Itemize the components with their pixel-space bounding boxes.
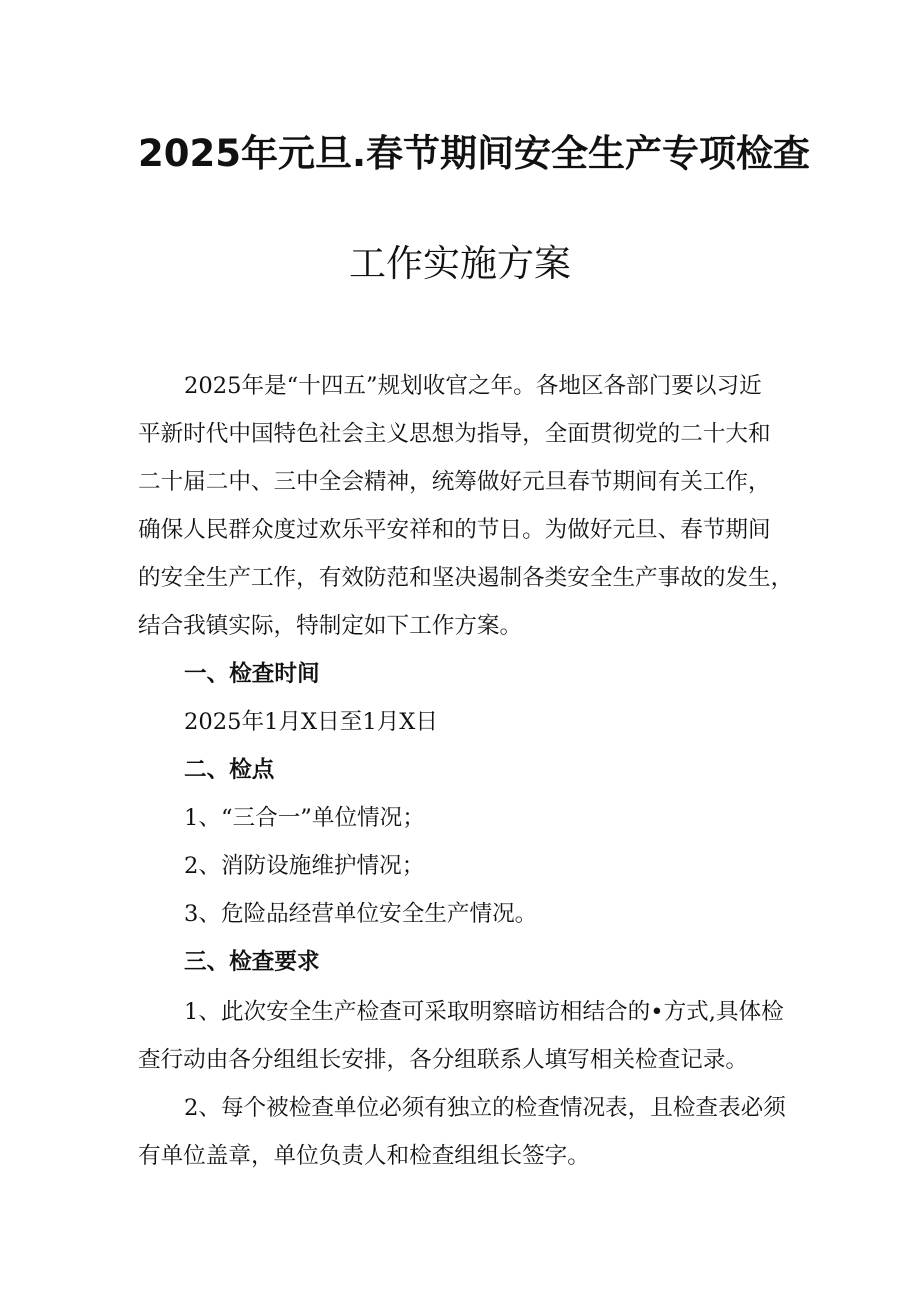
document-title-line-2: 工作实施方案 [349, 242, 571, 285]
section-heading-inspection-requirements: 三、检查要求 [184, 949, 320, 975]
section-heading-inspection-points: 二、检点 [184, 757, 275, 783]
inspection-point-item: 2、消防设施维护情况； [184, 853, 425, 879]
requirement-2-line-2: 有单位盖章，单位负责人和检查组组长签字。 [138, 1143, 590, 1169]
requirement-1-line-1: 1、此次安全生产检查可采取明察暗访相结合的•方式,具体检 [184, 999, 784, 1025]
inspection-date-range: 2025年1月X日至1月X日 [184, 709, 438, 735]
intro-line-6: 结合我镇实际，特制定如下工作方案。 [138, 613, 523, 639]
intro-line-5: 的安全生产工作，有效防范和坚决遏制各类安全生产事故的发生， [138, 565, 794, 591]
section-heading-inspection-time: 一、检查时间 [184, 661, 320, 687]
intro-line-2: 平新时代中国特色社会主义思想为指导，全面贯彻党的二十大和 [138, 421, 771, 447]
intro-line-3: 二十届二中、三中全会精神，统筹做好元旦春节期间有关工作， [138, 469, 771, 495]
inspection-point-item: 1、“三合一”单位情况； [184, 805, 425, 831]
intro-line-4: 确保人民群众度过欢乐平安祥和的节日。为做好元旦、春节期间 [138, 517, 771, 543]
requirement-2-line-1: 2、每个被检查单位必须有独立的检查情况表，且检查表必须 [184, 1095, 786, 1121]
requirement-1-line-2: 查行动由各分组组长安排，各分组联系人填写相关检查记录。 [138, 1047, 749, 1073]
inspection-point-item: 3、危险品经营单位安全生产情况。 [184, 901, 538, 927]
document-title-line-1: 2025年元旦.春节期间安全生产专项检查 [138, 132, 811, 175]
intro-line-1: 2025年是“十四五”规划收官之年。各地区各部门要以习近 [184, 373, 762, 399]
